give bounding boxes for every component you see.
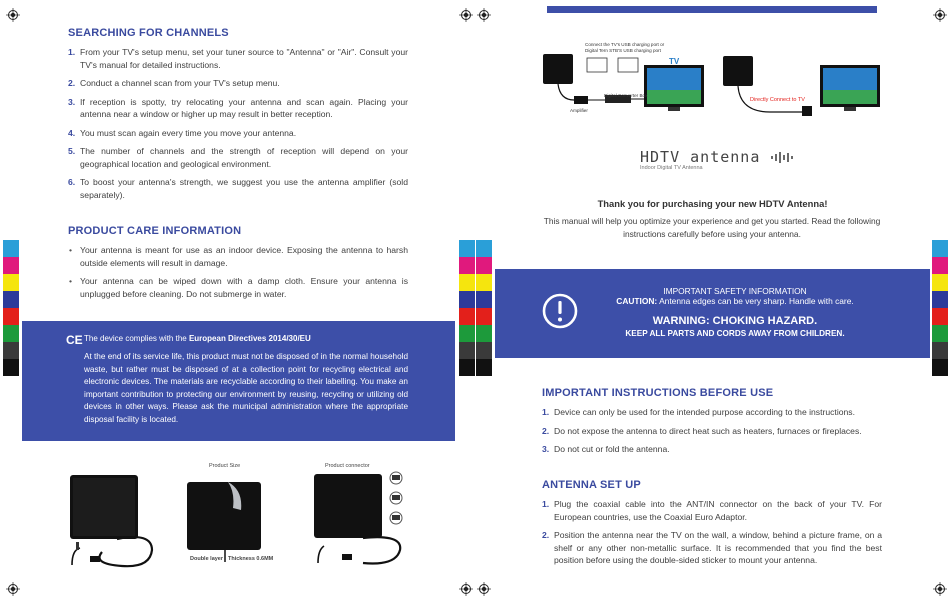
- warning-icon: [542, 293, 578, 329]
- instructions-heading: IMPORTANT INSTRUCTIONS BEFORE USE: [542, 387, 774, 399]
- keep-away-notice: KEEP ALL PARTS AND CORDS AWAY FROM CHILDREN.: [625, 329, 845, 338]
- registration-mark-icon: [477, 8, 491, 22]
- ce-mark: CE: [66, 333, 83, 347]
- list-item: 1. Plug the coaxial cable into the ANT/IN connector on the back of your TV. For European countries, use the Coaxial Euro Adaptor.: [542, 499, 882, 522]
- product-size-label: Product Size: [209, 463, 241, 469]
- thanks-title: Thank you for purchasing your new HDTV Antenna!: [597, 198, 828, 209]
- top-blue-bar: [547, 6, 877, 13]
- ce-body: At the end of its service life, this product must not be disposed of in the normal household waste, but rather must be disposed of at a collection point for recycling electrical and electronic devices. The materials are recyclable according to their labelling. You make an important contribution to protecting our environment by reusing, recycling or utilizing old devices in other ways. Please ask the municipal administration where the appropriate disposal facility is located.: [84, 352, 408, 424]
- antenna-photo-1: [62, 470, 162, 570]
- list-item: • Your antenna is meant for use as an indoor device. Exposing the antenna to harsh outside elements will result in damage.: [69, 245, 408, 268]
- list-item: 3. Do not cut or fold the antenna.: [542, 444, 670, 454]
- list-item: 1. From your TV's setup menu, set your tuner source to "Antenna" or "Air". Consult your TV's manual for detailed instructions.: [68, 47, 408, 70]
- brand-subtitle: Indoor Digital TV Antenna: [640, 165, 703, 171]
- product-connector-label: Product connector: [325, 463, 370, 469]
- registration-mark-icon: [459, 582, 473, 596]
- care-list: [68, 244, 408, 306]
- safety-box: [495, 269, 930, 358]
- registration-mark-icon: [459, 8, 473, 22]
- thanks-body: This manual will help you optimize your experience and get you started. Read the following instructions carefully before using your antenna.: [543, 216, 881, 239]
- registration-mark-icon: [933, 8, 947, 22]
- list-item: • Your antenna can be wiped down with a damp cloth. Ensure your antenna is unplugged before cleaning. Do not submerge in water.: [69, 276, 408, 299]
- safety-caution: CAUTION: Antenna edges can be very sharp. Handle with care.: [616, 296, 854, 306]
- diagram-direct-label: Directly Connect to TV: [750, 97, 805, 103]
- list-item: 2. Do not expose the antenna to direct heat such as heaters, furnaces or fireplaces.: [542, 425, 862, 436]
- list-item: 5. The number of channels and the strength of reception will depend on your geographical location and geological environment.: [68, 146, 408, 169]
- setup-list: [542, 498, 882, 573]
- brand-name: HDTV antenna: [640, 148, 761, 166]
- list-item: 2. Position the antenna near the TV on the wall, a window, behind a picture frame, on a shelf or any other non-metallic surface. It is recommended that you find the best position before using the double-sided sticker to mount your antenna.: [542, 530, 882, 565]
- list-item: 4. You must scan again every time you move your antenna.: [68, 127, 297, 138]
- safety-label: IMPORTANT SAFETY INFORMATION: [663, 286, 807, 296]
- registration-mark-icon: [6, 8, 20, 22]
- diagram-tv-label: TV: [669, 57, 680, 66]
- antenna-connector-photo: [308, 468, 413, 568]
- care-heading: PRODUCT CARE INFORMATION: [68, 225, 242, 237]
- thickness-label: Thickness 0.6MM: [228, 556, 274, 562]
- diagram-converter-label: Digital Converter Box: [604, 93, 648, 98]
- registration-mark-icon: [6, 582, 20, 596]
- channels-list: [68, 46, 408, 207]
- color-calibration-strip: [476, 240, 492, 376]
- instructions-list: [542, 406, 887, 462]
- signal-wave-icon: [770, 150, 796, 164]
- color-calibration-strip: [932, 240, 948, 376]
- list-item: 1. Device can only be used for the intended purpose according to the instructions.: [542, 407, 855, 417]
- antenna-size-photo: [183, 470, 273, 565]
- brand-logo: [640, 148, 796, 166]
- channels-heading: SEARCHING FOR CHANNELS: [68, 27, 229, 39]
- choking-warning: WARNING: CHOKING HAZARD.: [652, 315, 818, 327]
- list-item: 3. If reception is spotty, try relocating your antenna and scan again. Placing your antenna near a window or higher up may result in better reception.: [68, 96, 408, 119]
- registration-mark-icon: [933, 582, 947, 596]
- diagram-amplifier-label: Amplifier: [570, 108, 588, 113]
- color-calibration-strip: [3, 240, 19, 376]
- setup-heading: ANTENNA SET UP: [542, 479, 641, 491]
- registration-mark-icon: [477, 582, 491, 596]
- color-calibration-strip: [459, 240, 475, 376]
- ce-directive: European Directives 2014/30/EU: [188, 334, 311, 343]
- double-layer-label: Double layer: [190, 556, 224, 562]
- list-item: 2. Conduct a channel scan from your TV's setup menu.: [68, 78, 280, 88]
- ce-compliance-box: [22, 321, 455, 441]
- ce-intro: The device complies with the European Directives 2014/30/EU: [84, 334, 311, 343]
- diagram-usb-note: Connect the TV's USB charging port or Digital Tern STB'S USB charging port: [585, 42, 665, 53]
- list-item: 6. To boost your antenna's strength, we suggest you use the antenna amplifier (sold separately).: [68, 177, 408, 200]
